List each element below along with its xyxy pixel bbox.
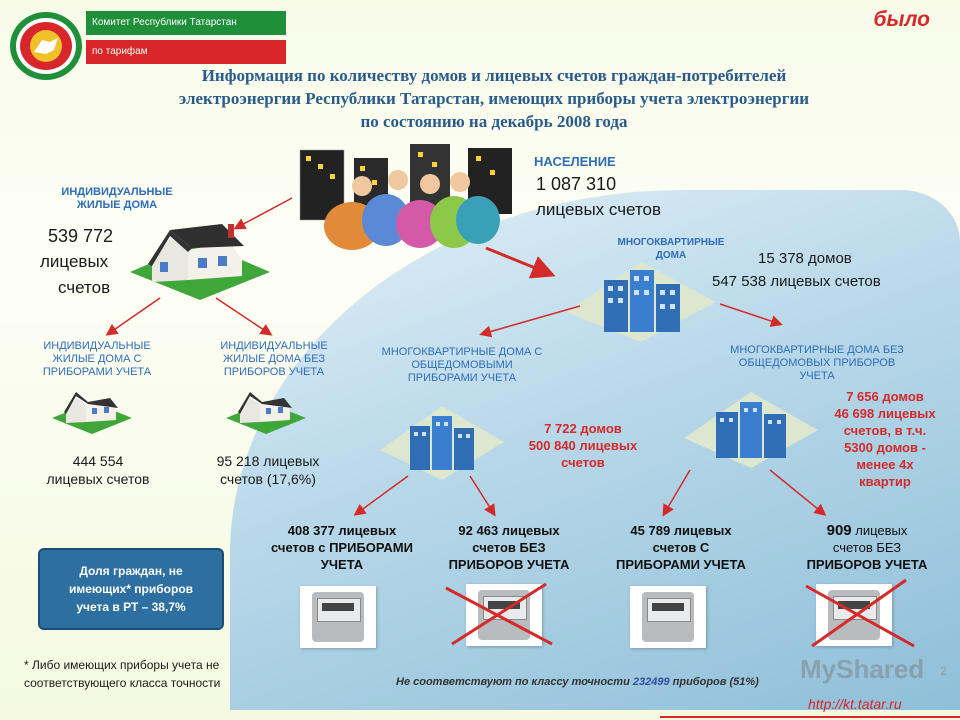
watermark: MyShared	[800, 654, 925, 684]
individual-with-meters-value-line1: 444 554	[72, 453, 124, 469]
title-line2: электроэнергии Республики Татарстан, имеющих приборы учета электроэнергии	[178, 89, 810, 108]
bottom-label-4-number: 909	[826, 522, 852, 539]
apartment-without-common-value-line3: счетов, в т.ч.	[843, 423, 927, 438]
bottom-label-1-line3: УЧЕТА	[320, 557, 364, 572]
info-box-line3: учета в РТ – 38,7%	[76, 600, 186, 614]
apartment-with-common-value-line2: 500 840 лицевых	[528, 438, 638, 453]
individual-label-line1: ИНДИВИДУАЛЬНЫЕ	[61, 186, 173, 198]
apartment-without-common-label	[704, 344, 930, 383]
bottom-label-4-line1	[786, 522, 948, 539]
apartment-without-common-value-line2: 46 698 лицевых	[834, 406, 936, 421]
apartment-with-common-value	[508, 420, 658, 471]
apartment-with-common-label-line3: ПРИБОРАМИ УЧЕТА	[407, 372, 517, 384]
accuracy-note-suffix: приборов (51%)	[669, 676, 759, 688]
apartment-without-common-value-line6: квартир	[859, 474, 911, 489]
info-box	[38, 548, 224, 630]
arrow-to-individual-without	[216, 298, 270, 334]
title-line1: Информация по количеству домов и лицевых счетов граждан-потребителей	[201, 66, 787, 85]
bottom-label-2	[428, 522, 590, 573]
apartment-without-common-value-line5: менее 4х	[856, 457, 914, 472]
bottom-label-2-line3: ПРИБОРОВ УЧЕТА	[448, 557, 570, 572]
bottom-label-2-line1: 92 463 лицевых	[458, 523, 560, 538]
bottom-label-4-line2: счетов БЕЗ	[832, 540, 902, 555]
apartment-label-line1: МНОГОКВАРТИРНЫЕ	[617, 237, 725, 248]
info-box-line1: Доля граждан, не	[79, 564, 183, 578]
bottom-label-4-line3: ПРИБОРОВ УЧЕТА	[806, 557, 928, 572]
individual-value-unit1: лицевых	[40, 252, 109, 271]
individual-without-meters-label-line1: ИНДИВИДУАЛЬНЫЕ	[220, 340, 328, 352]
apartment-with-common-value-line1: 7 722 домов	[544, 421, 622, 436]
electric-meter-icon	[630, 586, 706, 648]
corner-label: было	[873, 8, 930, 31]
individual-with-meters-label-line3: ПРИБОРАМИ УЧЕТА	[42, 366, 152, 378]
population-unit: лицевых счетов	[536, 200, 662, 219]
apartment-with-common-label	[360, 346, 564, 385]
title-line3: по состоянию на декабрь 2008 года	[360, 112, 628, 131]
accuracy-note-prefix: Не соответствуют по классу точности	[396, 676, 633, 688]
header-org-bar-red	[86, 40, 286, 64]
footnote	[24, 656, 220, 692]
individual-without-meters-label-line2: ЖИЛЫЕ ДОМА БЕЗ	[223, 353, 325, 365]
individual-with-meters-value	[20, 452, 176, 488]
apartment-without-common-value-line1: 7 656 домов	[846, 389, 924, 404]
bottom-label-3-line2: счетов С	[652, 540, 710, 555]
individual-without-meters-label-line3: ПРИБОРОВ УЧЕТА	[223, 366, 325, 378]
bottom-label-4	[786, 522, 948, 573]
bottom-label-1-line2: счетов с ПРИБОРАМИ	[271, 540, 413, 555]
footnote-line1: * Либо имеющих приборы учета не	[24, 658, 220, 672]
individual-with-meters-label-line2: ЖИЛЫЕ ДОМА С	[52, 353, 142, 365]
source-url-link[interactable]: http://kt.tatar.ru	[808, 696, 902, 712]
header-org-line2: по тарифам	[92, 46, 148, 57]
apartment-with-common-label-line1: МНОГОКВАРТИРНЫЕ ДОМА С	[381, 346, 543, 358]
individual-value: 539 772	[48, 226, 114, 246]
apartment-without-common-label-line2: ОБЩЕДОМОВЫХ ПРИБОРОВ	[738, 357, 896, 369]
page-number: 2	[940, 664, 947, 678]
individual-without-meters-value-line1: 95 218 лицевых	[216, 453, 320, 469]
small-house-icon	[226, 386, 306, 434]
population-value: 1 087 310	[536, 174, 617, 194]
electric-meter-icon	[300, 586, 376, 648]
apartment-with-common-label-line2: ОБЩЕДОМОВЫМИ	[411, 359, 513, 371]
apartment-without-common-label-line1: МНОГОКВАРТИРНЫЕ ДОМА БЕЗ	[730, 344, 904, 356]
apartment-value-accounts: 547 538 лицевых счетов	[712, 273, 881, 290]
individual-without-meters-value	[190, 452, 346, 488]
accuracy-note-number: 232499	[632, 676, 670, 688]
arrow-to-individual-with	[108, 298, 160, 334]
apartment-label	[588, 236, 754, 262]
header-org-bar	[86, 11, 286, 35]
bottom-label-4-line1-rest: лицевых	[851, 523, 908, 538]
footnote-line2: соответствующего класса точности	[24, 676, 221, 690]
electric-meter-icon	[466, 584, 542, 646]
individual-with-meters-label-line1: ИНДИВИДУАЛЬНЫЕ	[43, 340, 151, 352]
electric-meter-icon	[816, 584, 892, 646]
individual-without-meters-value-line2: счетов (17,6%)	[220, 471, 316, 487]
house-icon	[130, 220, 270, 300]
apartment-buildings-icon	[380, 406, 504, 480]
apartment-buildings-icon	[566, 262, 716, 342]
bottom-label-3-line1: 45 789 лицевых	[630, 523, 732, 538]
apartment-value-houses: 15 378 домов	[758, 250, 852, 267]
header-org-line1: Комитет Республики Татарстан	[92, 17, 237, 28]
bottom-label-1	[252, 522, 432, 573]
apartment-with-common-value-line3: счетов	[561, 455, 605, 470]
url-underline	[660, 716, 960, 718]
population-illustration-icon	[290, 140, 522, 252]
apartment-without-common-label-line3: УЧЕТА	[799, 370, 835, 382]
individual-label	[42, 186, 192, 212]
apartment-label-line2: ДОМА	[655, 250, 687, 261]
bottom-label-2-line2: счетов БЕЗ	[472, 540, 546, 555]
population-label: НАСЕЛЕНИЕ	[534, 154, 616, 169]
individual-value-unit2: счетов	[58, 278, 111, 297]
accuracy-note	[396, 676, 759, 688]
page-title	[60, 64, 928, 133]
info-box-line2: имеющих* приборов	[68, 582, 194, 596]
bottom-label-1-line1: 408 377 лицевых	[287, 523, 397, 538]
apartment-buildings-icon	[684, 392, 818, 468]
bottom-label-3-line3: ПРИБОРАМИ УЧЕТА	[616, 557, 746, 572]
individual-with-meters-label	[22, 340, 172, 379]
apartment-without-common-value	[820, 388, 950, 490]
small-house-icon	[52, 386, 132, 434]
individual-label-line2: ЖИЛЫЕ ДОМА	[76, 199, 158, 211]
individual-with-meters-value-line2: лицевых счетов	[46, 471, 150, 487]
bottom-label-3	[598, 522, 764, 573]
individual-without-meters-label	[196, 340, 352, 379]
apartment-without-common-value-line4: 5300 домов -	[844, 440, 926, 455]
